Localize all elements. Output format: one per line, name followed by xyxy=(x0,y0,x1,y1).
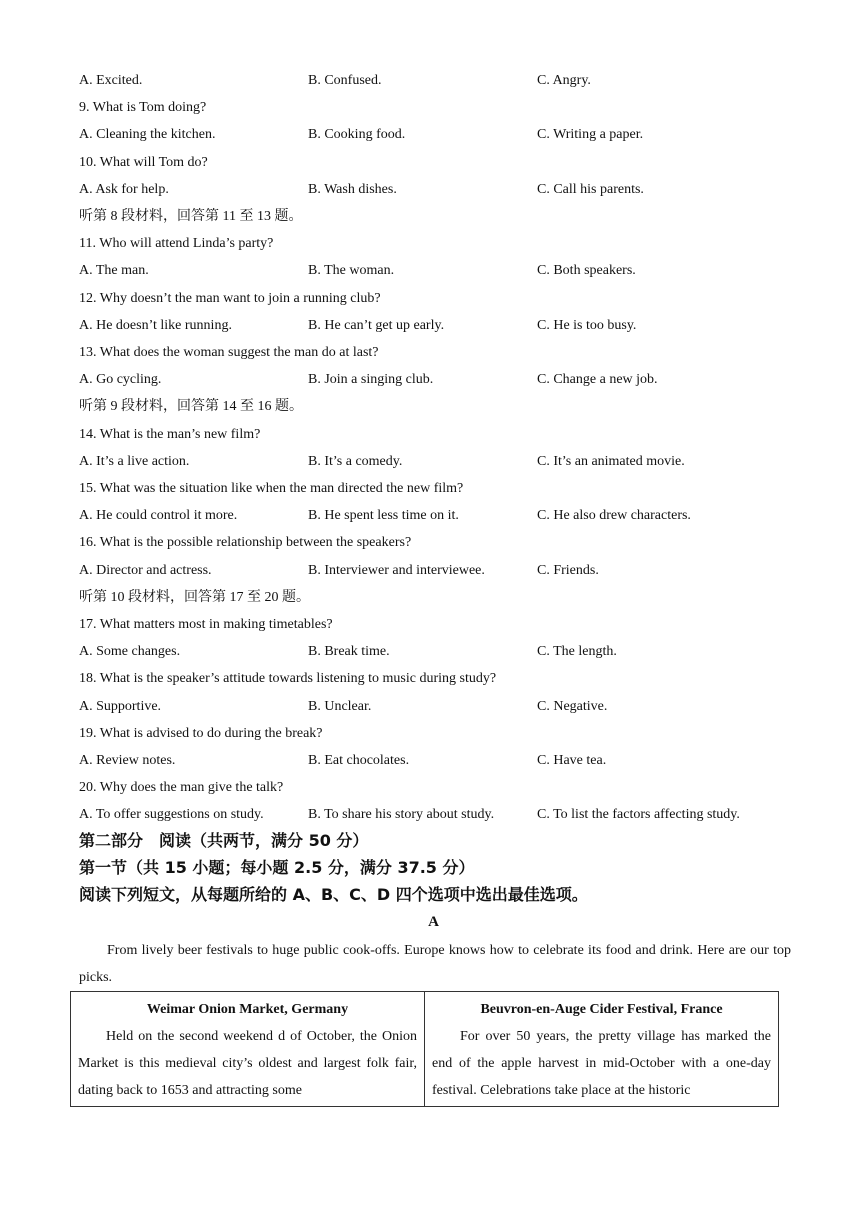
festival-title-beuvron: Beuvron-en-Auge Cider Festival, France xyxy=(480,1002,723,1017)
passage-letter: A xyxy=(428,914,439,930)
option-a: A. Cleaning the kitchen. xyxy=(79,127,216,142)
festival-table xyxy=(70,991,779,1107)
option-c: C. Negative. xyxy=(537,699,608,714)
reading-instruction: 阅读下列短文，从每题所给的 A、B、C、D 四个选项中选出最佳选项。 xyxy=(79,885,588,904)
option-c: C. Change a new job. xyxy=(537,372,658,387)
option-b: B. Break time. xyxy=(308,644,390,659)
option-a: A. Excited. xyxy=(79,73,143,88)
option-c: C. It’s an animated movie. xyxy=(537,454,685,469)
festival-text-beuvron: For over 50 years, the pretty village has marked the end of the apple harvest in mid-October with a one-day festival. Celebrations take place at the historic xyxy=(432,1029,771,1098)
option-b: B. He can’t get up early. xyxy=(308,318,445,333)
option-c: C. To list the factors affecting study. xyxy=(537,807,740,822)
question-text: 20. Why does the man give the talk? xyxy=(79,780,284,795)
option-a: A. It’s a live action. xyxy=(79,454,190,469)
option-c: C. Call his parents. xyxy=(537,182,644,197)
festival-title-weimar: Weimar Onion Market, Germany xyxy=(146,1002,349,1017)
option-a: A. Ask for help. xyxy=(79,182,169,197)
passage-intro: From lively beer festivals to huge public cook-offs. Europe knows how to celebrate its food and drink. Here are our top picks. xyxy=(79,943,791,985)
option-b: B. He spent less time on it. xyxy=(308,508,459,523)
question-text: 10. What will Tom do? xyxy=(79,155,208,170)
option-a: A. Director and actress. xyxy=(79,563,212,578)
option-c: C. Have tea. xyxy=(537,753,607,768)
option-b: B. The woman. xyxy=(308,263,395,278)
part-title: 第二部分 阅读（共两节，满分 50 分） xyxy=(79,831,369,850)
option-a: A. Supportive. xyxy=(79,699,162,714)
option-b: B. Wash dishes. xyxy=(308,182,397,197)
option-b: B. Join a singing club. xyxy=(308,372,434,387)
option-c: C. He is too busy. xyxy=(537,318,637,333)
option-a: A. Go cycling. xyxy=(79,372,162,387)
option-c: C. Both speakers. xyxy=(537,263,636,278)
question-text: 15. What was the situation like when the man directed the new film? xyxy=(79,481,464,496)
section-subtitle: 第一节（共 15 小题；每小题 2.5 分，满分 37.5 分） xyxy=(79,858,475,877)
option-a: A. Some changes. xyxy=(79,644,181,659)
listening-instruction: 听第 9 段材料，回答第 14 至 16 题。 xyxy=(79,399,303,414)
question-text: 13. What does the woman suggest the man do at last? xyxy=(79,345,379,360)
option-a: A. Review notes. xyxy=(79,753,176,768)
listening-instruction: 听第 8 段材料，回答第 11 至 13 题。 xyxy=(79,209,303,224)
option-c: C. Angry. xyxy=(537,73,591,88)
option-b: B. Cooking food. xyxy=(308,127,406,142)
option-a: A. The man. xyxy=(79,263,149,278)
option-c: C. The length. xyxy=(537,644,617,659)
option-b: B. Unclear. xyxy=(308,699,372,714)
question-text: 14. What is the man’s new film? xyxy=(79,427,261,442)
question-text: 11. Who will attend Linda’s party? xyxy=(79,236,274,251)
option-a: A. To offer suggestions on study. xyxy=(79,807,264,822)
listening-instruction: 听第 10 段材料，回答第 17 至 20 题。 xyxy=(79,590,310,605)
question-text: 19. What is advised to do during the break? xyxy=(79,726,323,741)
option-c: C. Friends. xyxy=(537,563,599,578)
option-a: A. He could control it more. xyxy=(79,508,238,523)
festival-cell-beuvron xyxy=(425,992,779,1107)
question-text: 9. What is Tom doing? xyxy=(79,100,207,115)
option-b: B. It’s a comedy. xyxy=(308,454,403,469)
question-text: 18. What is the speaker’s attitude towards listening to music during study? xyxy=(79,671,497,686)
question-text: 17. What matters most in making timetables? xyxy=(79,617,333,632)
option-b: B. Confused. xyxy=(308,73,382,88)
option-c: C. Writing a paper. xyxy=(537,127,644,142)
festival-cell-weimar xyxy=(71,992,425,1107)
option-a: A. He doesn’t like running. xyxy=(79,318,232,333)
question-text: 16. What is the possible relationship between the speakers? xyxy=(79,535,412,550)
option-b: B. To share his story about study. xyxy=(308,807,495,822)
festival-text-weimar: Held on the second weekend d of October, the Onion Market is this medieval city’s oldest and largest folk fair, dating back to 1653 and attracting some xyxy=(78,1029,417,1098)
option-b: B. Interviewer and interviewee. xyxy=(308,563,485,578)
option-b: B. Eat chocolates. xyxy=(308,753,410,768)
option-c: C. He also drew characters. xyxy=(537,508,691,523)
question-text: 12. Why doesn’t the man want to join a running club? xyxy=(79,291,381,306)
